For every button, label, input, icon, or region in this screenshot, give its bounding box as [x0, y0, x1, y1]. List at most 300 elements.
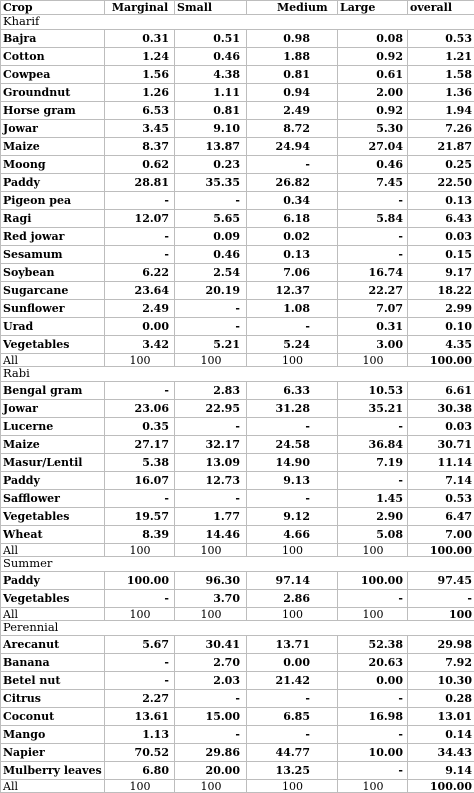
value-cell: 9.10 — [175, 120, 247, 138]
value-cell: 0.31 — [338, 318, 408, 336]
value-cell: 30.38 — [408, 400, 474, 418]
value-cell: 6.80 — [105, 762, 175, 780]
crop-name-cell: Sunflower — [1, 300, 105, 318]
value-cell: 8.39 — [105, 526, 175, 544]
value-cell: 9.12 — [247, 508, 338, 526]
total-value-cell: 100 — [338, 780, 408, 793]
table-row — [1, 472, 474, 490]
value-cell: 2.83 — [175, 382, 247, 400]
value-cell: 0.94 — [247, 84, 338, 102]
value-cell: 11.14 — [408, 454, 474, 472]
value-cell: 5.65 — [175, 210, 247, 228]
value-cell: 16.07 — [105, 472, 175, 490]
crop-name-cell: Cotton — [1, 48, 105, 66]
value-cell: - — [105, 192, 175, 210]
crop-name-cell: Sesamum — [1, 246, 105, 264]
crop-name-cell: Mulberry leaves — [1, 762, 105, 780]
value-cell: 10.53 — [338, 382, 408, 400]
table-row — [1, 654, 474, 672]
total-value-cell: 100.00 — [408, 544, 474, 557]
value-cell: 100.00 — [338, 572, 408, 590]
value-cell: - — [175, 418, 247, 436]
crop-name-cell: Napier — [1, 744, 105, 762]
section-title: Kharif — [1, 15, 474, 30]
value-cell: 14.90 — [247, 454, 338, 472]
value-cell: 36.84 — [338, 436, 408, 454]
value-cell: 0.13 — [408, 192, 474, 210]
crop-name-cell: Horse gram — [1, 102, 105, 120]
value-cell: 0.92 — [338, 48, 408, 66]
value-cell: 7.19 — [338, 454, 408, 472]
value-cell: 96.30 — [175, 572, 247, 590]
crop-name-cell: Pigeon pea — [1, 192, 105, 210]
value-cell: 3.45 — [105, 120, 175, 138]
value-cell: 13.87 — [175, 138, 247, 156]
value-cell: 9.14 — [408, 762, 474, 780]
value-cell: 52.38 — [338, 636, 408, 654]
section-title: Summer — [1, 557, 474, 572]
value-cell: 15.00 — [175, 708, 247, 726]
value-cell: 14.46 — [175, 526, 247, 544]
table-row — [1, 192, 474, 210]
value-cell: 4.66 — [247, 526, 338, 544]
value-cell: 97.45 — [408, 572, 474, 590]
column-header-overall: overall — [408, 1, 474, 15]
value-cell: 5.30 — [338, 120, 408, 138]
table-row — [1, 490, 474, 508]
value-cell: 12.07 — [105, 210, 175, 228]
value-cell: 1.77 — [175, 508, 247, 526]
column-header-marginal: Marginal — [105, 1, 175, 15]
crop-name-cell: Paddy — [1, 472, 105, 490]
value-cell: 31.28 — [247, 400, 338, 418]
value-cell: 7.07 — [338, 300, 408, 318]
value-cell: 20.00 — [175, 762, 247, 780]
value-cell: - — [338, 418, 408, 436]
value-cell: 0.00 — [247, 654, 338, 672]
value-cell: 30.41 — [175, 636, 247, 654]
table-row — [1, 30, 474, 48]
value-cell: 6.33 — [247, 382, 338, 400]
table-row — [1, 48, 474, 66]
section-header-row — [1, 621, 474, 636]
value-cell: 7.92 — [408, 654, 474, 672]
total-value-cell: 100 — [338, 354, 408, 367]
total-value-cell: 100 — [175, 608, 247, 621]
crop-name-cell: Bajra — [1, 30, 105, 48]
table-row — [1, 400, 474, 418]
total-row — [1, 544, 474, 557]
crop-name-cell: Betel nut — [1, 672, 105, 690]
crop-name-cell: Jowar — [1, 120, 105, 138]
value-cell: - — [338, 762, 408, 780]
value-cell: 3.00 — [338, 336, 408, 354]
value-cell: 0.61 — [338, 66, 408, 84]
total-value-cell: 100 — [247, 544, 338, 557]
value-cell: 21.42 — [247, 672, 338, 690]
crop-name-cell: Maize — [1, 436, 105, 454]
value-cell: - — [338, 472, 408, 490]
total-label-cell: All — [1, 354, 105, 367]
value-cell: 1.08 — [247, 300, 338, 318]
crop-name-cell: Paddy — [1, 174, 105, 192]
table-row — [1, 246, 474, 264]
section-title: Rabi — [1, 367, 474, 382]
value-cell: 6.43 — [408, 210, 474, 228]
value-cell: 0.46 — [338, 156, 408, 174]
value-cell: - — [247, 156, 338, 174]
value-cell: 12.37 — [247, 282, 338, 300]
value-cell: 0.10 — [408, 318, 474, 336]
value-cell: 2.27 — [105, 690, 175, 708]
value-cell: 24.94 — [247, 138, 338, 156]
table-row — [1, 264, 474, 282]
table-row — [1, 84, 474, 102]
table-row — [1, 66, 474, 84]
value-cell: 0.28 — [408, 690, 474, 708]
value-cell: 13.01 — [408, 708, 474, 726]
value-cell: 2.49 — [247, 102, 338, 120]
table-row — [1, 454, 474, 472]
value-cell: 5.21 — [175, 336, 247, 354]
total-row — [1, 354, 474, 367]
value-cell: 2.86 — [247, 590, 338, 608]
value-cell: 0.53 — [408, 30, 474, 48]
crop-name-cell: Vegetables — [1, 336, 105, 354]
value-cell: 0.08 — [338, 30, 408, 48]
value-cell: - — [105, 590, 175, 608]
value-cell: - — [408, 590, 474, 608]
table-row — [1, 526, 474, 544]
value-cell: 21.87 — [408, 138, 474, 156]
total-value-cell: 100 — [175, 780, 247, 793]
value-cell: 7.26 — [408, 120, 474, 138]
value-cell: - — [338, 690, 408, 708]
table-row — [1, 156, 474, 174]
value-cell: 6.22 — [105, 264, 175, 282]
value-cell: 35.21 — [338, 400, 408, 418]
table-row — [1, 508, 474, 526]
value-cell: 28.81 — [105, 174, 175, 192]
value-cell: 4.38 — [175, 66, 247, 84]
value-cell: - — [338, 192, 408, 210]
value-cell: 0.23 — [175, 156, 247, 174]
total-value-cell: 100 — [175, 544, 247, 557]
value-cell: 0.53 — [408, 490, 474, 508]
crop-name-cell: Citrus — [1, 690, 105, 708]
table-row — [1, 672, 474, 690]
crop-name-cell: Maize — [1, 138, 105, 156]
crop-name-cell: Jowar — [1, 400, 105, 418]
value-cell: 13.61 — [105, 708, 175, 726]
value-cell: 16.74 — [338, 264, 408, 282]
value-cell: - — [175, 690, 247, 708]
value-cell: 10.30 — [408, 672, 474, 690]
value-cell: - — [247, 318, 338, 336]
total-row — [1, 780, 474, 793]
value-cell: 22.50 — [408, 174, 474, 192]
value-cell: 7.00 — [408, 526, 474, 544]
table-row — [1, 120, 474, 138]
value-cell: - — [338, 246, 408, 264]
table-row — [1, 436, 474, 454]
value-cell: 35.35 — [175, 174, 247, 192]
total-value-cell: 100 — [105, 608, 175, 621]
crop-name-cell: Red jowar — [1, 228, 105, 246]
value-cell: 19.57 — [105, 508, 175, 526]
value-cell: 13.25 — [247, 762, 338, 780]
value-cell: - — [247, 490, 338, 508]
crop-name-cell: Moong — [1, 156, 105, 174]
table-row — [1, 174, 474, 192]
value-cell: 16.98 — [338, 708, 408, 726]
table-row — [1, 690, 474, 708]
column-header-crop: Crop — [1, 1, 105, 15]
value-cell: 7.06 — [247, 264, 338, 282]
value-cell: 5.24 — [247, 336, 338, 354]
crop-name-cell: Arecanut — [1, 636, 105, 654]
value-cell: 2.00 — [338, 84, 408, 102]
value-cell: 1.58 — [408, 66, 474, 84]
value-cell: 23.64 — [105, 282, 175, 300]
column-header-large: Large — [338, 1, 408, 15]
value-cell: - — [247, 726, 338, 744]
value-cell: 70.52 — [105, 744, 175, 762]
value-cell: 29.86 — [175, 744, 247, 762]
value-cell: 22.95 — [175, 400, 247, 418]
value-cell: 2.54 — [175, 264, 247, 282]
value-cell: 6.85 — [247, 708, 338, 726]
value-cell: 4.35 — [408, 336, 474, 354]
value-cell: - — [175, 490, 247, 508]
crop-name-cell: Paddy — [1, 572, 105, 590]
table-row — [1, 382, 474, 400]
value-cell: 5.08 — [338, 526, 408, 544]
value-cell: 0.00 — [105, 318, 175, 336]
total-value-cell: 100 — [408, 608, 474, 621]
total-label-cell: All — [1, 780, 105, 793]
value-cell: - — [338, 726, 408, 744]
value-cell: 0.25 — [408, 156, 474, 174]
section-title: Perennial — [1, 621, 474, 636]
value-cell: 20.19 — [175, 282, 247, 300]
table-row — [1, 228, 474, 246]
table-header-row — [1, 1, 474, 15]
crop-name-cell: Cowpea — [1, 66, 105, 84]
table-row — [1, 102, 474, 120]
value-cell: 0.35 — [105, 418, 175, 436]
crop-name-cell: Mango — [1, 726, 105, 744]
value-cell: - — [175, 318, 247, 336]
value-cell: 9.17 — [408, 264, 474, 282]
total-value-cell: 100 — [247, 608, 338, 621]
total-value-cell: 100 — [247, 354, 338, 367]
crop-name-cell: Bengal gram — [1, 382, 105, 400]
value-cell: 1.56 — [105, 66, 175, 84]
value-cell: - — [175, 300, 247, 318]
value-cell: 27.04 — [338, 138, 408, 156]
crop-name-cell: Urad — [1, 318, 105, 336]
column-header-medium: Medium — [247, 1, 338, 15]
total-label-cell: All — [1, 608, 105, 621]
value-cell: 18.22 — [408, 282, 474, 300]
crop-name-cell: Lucerne — [1, 418, 105, 436]
value-cell: 1.21 — [408, 48, 474, 66]
value-cell: 0.46 — [175, 48, 247, 66]
value-cell: 2.90 — [338, 508, 408, 526]
value-cell: 29.98 — [408, 636, 474, 654]
value-cell: 0.03 — [408, 228, 474, 246]
value-cell: 13.71 — [247, 636, 338, 654]
table-row — [1, 300, 474, 318]
table-row — [1, 418, 474, 436]
section-header-row — [1, 15, 474, 30]
value-cell: - — [105, 672, 175, 690]
total-row — [1, 608, 474, 621]
table-row — [1, 210, 474, 228]
value-cell: 34.43 — [408, 744, 474, 762]
value-cell: 23.06 — [105, 400, 175, 418]
value-cell: 0.09 — [175, 228, 247, 246]
value-cell: 10.00 — [338, 744, 408, 762]
value-cell: 0.13 — [247, 246, 338, 264]
value-cell: 0.31 — [105, 30, 175, 48]
crop-name-cell: Groundnut — [1, 84, 105, 102]
value-cell: 0.81 — [175, 102, 247, 120]
value-cell: - — [338, 228, 408, 246]
table-row — [1, 762, 474, 780]
value-cell: 3.70 — [175, 590, 247, 608]
value-cell: 6.53 — [105, 102, 175, 120]
value-cell: - — [247, 418, 338, 436]
value-cell: 0.51 — [175, 30, 247, 48]
table-row — [1, 318, 474, 336]
value-cell: 13.09 — [175, 454, 247, 472]
table-row — [1, 636, 474, 654]
value-cell: - — [105, 490, 175, 508]
value-cell: - — [105, 246, 175, 264]
value-cell: 3.42 — [105, 336, 175, 354]
value-cell: - — [247, 690, 338, 708]
crop-name-cell: Soybean — [1, 264, 105, 282]
total-value-cell: 100.00 — [408, 354, 474, 367]
table-row — [1, 590, 474, 608]
value-cell: 27.17 — [105, 436, 175, 454]
value-cell: 2.99 — [408, 300, 474, 318]
crop-name-cell: Sugarcane — [1, 282, 105, 300]
value-cell: 0.14 — [408, 726, 474, 744]
value-cell: 0.15 — [408, 246, 474, 264]
crop-name-cell: Wheat — [1, 526, 105, 544]
table-row — [1, 572, 474, 590]
value-cell: 7.45 — [338, 174, 408, 192]
value-cell: - — [105, 382, 175, 400]
value-cell: 1.24 — [105, 48, 175, 66]
table-body — [1, 15, 474, 793]
value-cell: 8.72 — [247, 120, 338, 138]
total-value-cell: 100 — [105, 544, 175, 557]
crop-name-cell: Vegetables — [1, 508, 105, 526]
crop-name-cell: Masur/Lentil — [1, 454, 105, 472]
value-cell: 0.98 — [247, 30, 338, 48]
table-row — [1, 708, 474, 726]
value-cell: 5.84 — [338, 210, 408, 228]
crop-name-cell: Banana — [1, 654, 105, 672]
value-cell: 0.46 — [175, 246, 247, 264]
value-cell: 0.00 — [338, 672, 408, 690]
value-cell: 1.11 — [175, 84, 247, 102]
section-header-row — [1, 367, 474, 382]
value-cell: - — [105, 654, 175, 672]
value-cell: 0.62 — [105, 156, 175, 174]
value-cell: - — [175, 192, 247, 210]
value-cell: 20.63 — [338, 654, 408, 672]
crop-name-cell: Coconut — [1, 708, 105, 726]
value-cell: 2.70 — [175, 654, 247, 672]
crop-name-cell: Vegetables — [1, 590, 105, 608]
value-cell: 6.18 — [247, 210, 338, 228]
value-cell: 6.47 — [408, 508, 474, 526]
value-cell: 7.14 — [408, 472, 474, 490]
table-row — [1, 744, 474, 762]
value-cell: - — [338, 590, 408, 608]
value-cell: 5.67 — [105, 636, 175, 654]
value-cell: - — [175, 726, 247, 744]
section-header-row — [1, 557, 474, 572]
value-cell: 6.61 — [408, 382, 474, 400]
value-cell: - — [105, 228, 175, 246]
table-row — [1, 138, 474, 156]
value-cell: 0.81 — [247, 66, 338, 84]
total-label-cell: All — [1, 544, 105, 557]
value-cell: 1.88 — [247, 48, 338, 66]
value-cell: 0.02 — [247, 228, 338, 246]
value-cell: 44.77 — [247, 744, 338, 762]
value-cell: 1.94 — [408, 102, 474, 120]
total-value-cell: 100 — [338, 608, 408, 621]
value-cell: 100.00 — [105, 572, 175, 590]
value-cell: 22.27 — [338, 282, 408, 300]
value-cell: 12.73 — [175, 472, 247, 490]
value-cell: 26.82 — [247, 174, 338, 192]
value-cell: 1.13 — [105, 726, 175, 744]
value-cell: 2.03 — [175, 672, 247, 690]
value-cell: 1.26 — [105, 84, 175, 102]
crop-name-cell: Safflower — [1, 490, 105, 508]
total-value-cell: 100 — [247, 780, 338, 793]
value-cell: 1.45 — [338, 490, 408, 508]
total-value-cell: 100 — [105, 354, 175, 367]
value-cell: 97.14 — [247, 572, 338, 590]
value-cell: 8.37 — [105, 138, 175, 156]
total-value-cell: 100 — [175, 354, 247, 367]
table-row — [1, 726, 474, 744]
crop-name-cell: Ragi — [1, 210, 105, 228]
value-cell: 32.17 — [175, 436, 247, 454]
value-cell: 30.71 — [408, 436, 474, 454]
value-cell: 0.92 — [338, 102, 408, 120]
value-cell: 0.34 — [247, 192, 338, 210]
total-value-cell: 100.00 — [408, 780, 474, 793]
table-row — [1, 336, 474, 354]
value-cell: 9.13 — [247, 472, 338, 490]
column-header-small: Small — [175, 1, 247, 15]
value-cell: 24.58 — [247, 436, 338, 454]
value-cell: 5.38 — [105, 454, 175, 472]
table-row — [1, 282, 474, 300]
total-value-cell: 100 — [338, 544, 408, 557]
value-cell: 2.49 — [105, 300, 175, 318]
